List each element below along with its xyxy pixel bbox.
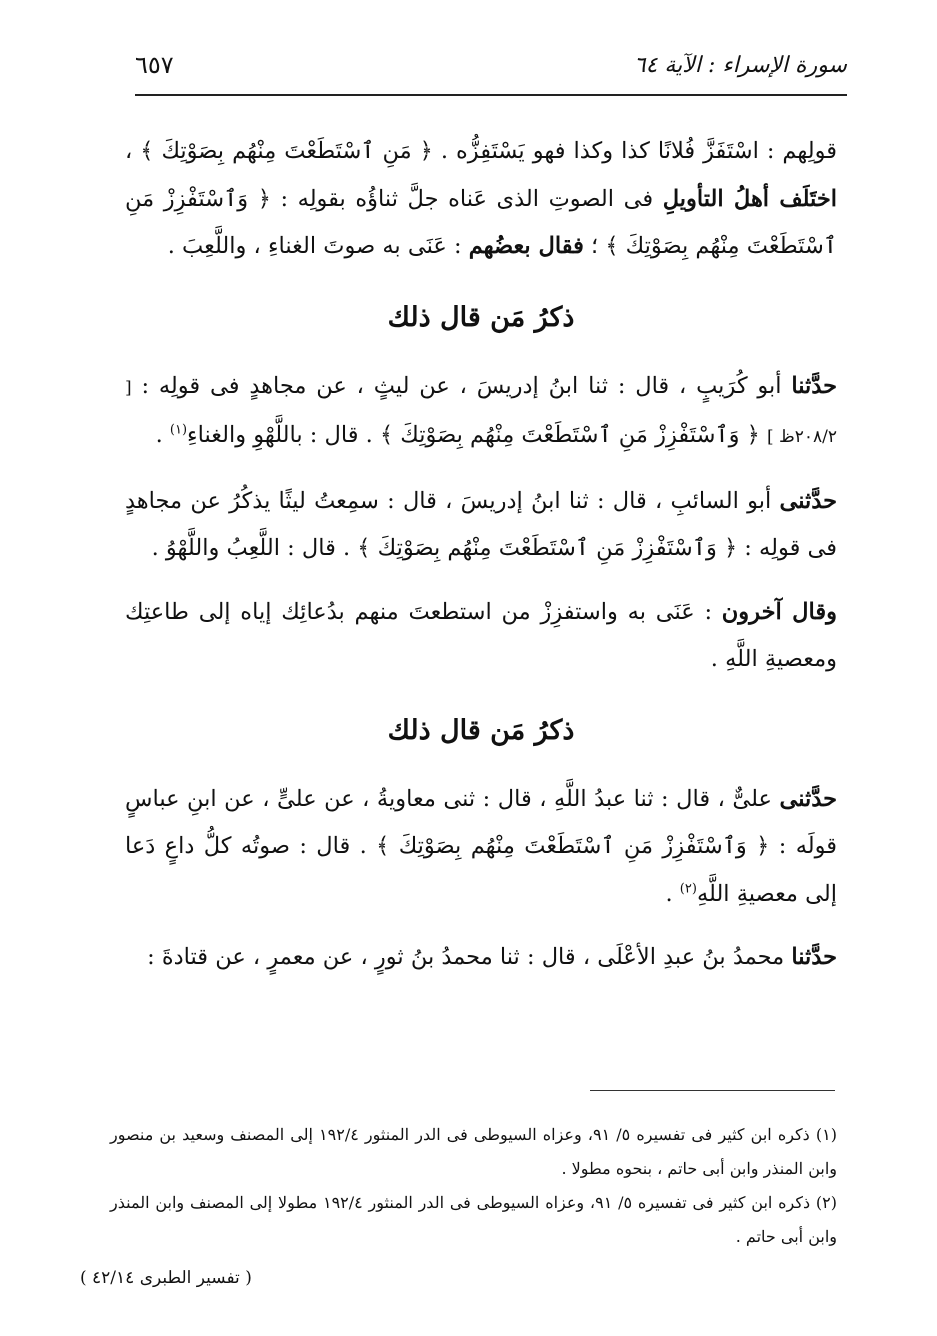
text-segment: أبو السائبِ ، قال : ثنا ابنُ إدريسَ ، قال : سمِعتُ ليثًا يذكُرُ عن مجاهدٍ فى قولِه : xyxy=(125,487,837,561)
footnote-marker: (٢) xyxy=(679,881,697,896)
volume-reference: ( تفسير الطبرى ٤٢/١٤ ) xyxy=(80,1268,252,1288)
main-text xyxy=(125,128,837,982)
quran-quote: ﴿ مَنِ ٱسْتَطَعْتَ مِنْهُم بِصَوْتِكَ ﴾ xyxy=(140,138,433,164)
section-heading: ذكرُ مَن قال ذلك xyxy=(387,301,575,333)
text-segment: . قال : صوتُه كلُّ داعٍ دَعا إلى معصيةِ اللَّهِ xyxy=(125,833,837,907)
section-heading: ذكرُ مَن قال ذلك xyxy=(387,714,575,746)
narration-opener: حدَّثنى xyxy=(779,487,837,514)
header-rule xyxy=(135,94,847,96)
manuscript-reference: [ ٢٠٨/٢ظ ] xyxy=(125,377,837,447)
running-title: سورة الإسراء : الآية ٦٤ xyxy=(633,52,847,78)
text-segment: ، xyxy=(125,138,141,164)
footnote-marker: (١) xyxy=(169,422,188,438)
quran-quote: ﴿ وَٱسْتَفْزِزْ مَنِ ٱسْتَطَعْتَ مِنْهُم بِصَوْتِكَ ﴾ xyxy=(357,535,738,561)
text-segment: . قال : اللَّعِبُ واللَّهْوُ . xyxy=(151,535,358,561)
quran-quote: ﴿ وَٱسْتَفْزِزْ مَنِ ٱسْتَطَعْتَ مِنْهُم بِصَوْتِكَ ﴾ xyxy=(376,833,770,859)
narration-paragraph xyxy=(125,934,837,982)
narration-paragraph xyxy=(125,363,837,462)
bold-phrase: وقال آخرون xyxy=(721,598,838,625)
text-segment: : عَنَى به واستفزِزْ من استطعتَ منهم بدُعائِك إياه إلى طاعتِك ومعصيةِ اللَّهِ . xyxy=(125,598,837,672)
paragraph-intro xyxy=(125,128,837,271)
text-segment: : عَنَى به صوتَ الغناءِ ، واللَّعِبَ . xyxy=(167,233,469,259)
text-segment: ؛ xyxy=(583,233,606,259)
footnote-2: (٢) ذكره ابن كثير فى تفسيره ٥/ ٩١، وعزاه السيوطى فى الدر المنثور ١٩٢/٤ مطولا إلى المصنف وابن المنذر وابن أبى حاتم . xyxy=(110,1193,837,1246)
page-header xyxy=(135,40,847,90)
bold-phrase: اختَلَف أهلُ التأويلِ xyxy=(662,185,838,212)
opinion-paragraph xyxy=(125,589,837,684)
footnote-separator xyxy=(590,1090,835,1091)
text-segment: محمدُ بنُ عبدِ الأعْلَى ، قال : ثنا محمدُ بنُ ثورٍ ، عن معمرٍ ، عن قتادةَ : xyxy=(147,944,792,970)
text-segment: قولِهم : اسْتَفَزَّ فُلانًا كذا وكذا فهو يَسْتَفِزُّه . xyxy=(432,138,837,164)
narration-paragraph xyxy=(125,478,837,573)
footnote-1: (١) ذكره ابن كثير فى تفسيره ٥/ ٩١، وعزاه السيوطى فى الدر المنثور ١٩٢/٤ إلى المصنف وسعيد بن منصور وابن المنذر وابن أبى حاتم ، بنحوه مطولا . xyxy=(110,1125,837,1178)
text-segment: علىٌّ ، قال : ثنا عبدُ اللَّهِ ، قال : ثنى معاويةُ ، عن علىٍّ ، عن ابنِ عباسٍ قولَه : xyxy=(125,785,837,859)
quran-quote: ﴿ وَٱسْتَفْزِزْ مَنِ ٱسْتَطَعْتَ مِنْهُم بِصَوْتِكَ ﴾ xyxy=(372,422,767,448)
quran-quote: ﴿ وَٱسْتَفْزِزْ مَنِ ٱسْتَطَعْتَ مِنْهُم بِصَوْتِكَ ﴾ xyxy=(125,185,837,259)
text-segment: أبو كُرَيبٍ ، قال : ثنا ابنُ إدريسَ ، عن ليثٍ ، عن مجاهدٍ فى قولِه : xyxy=(131,372,792,399)
narration-paragraph xyxy=(125,776,837,919)
narration-opener: حدَّثنى xyxy=(779,785,837,812)
text-segment: . xyxy=(665,880,680,907)
narration-opener: حدَّثنا xyxy=(791,372,837,399)
page-number: ٦٥٧ xyxy=(135,51,174,79)
narration-opener: حدَّثنا xyxy=(791,944,837,970)
text-segment: . قال : باللَّهْوِ والغناءِ xyxy=(187,422,373,448)
text-segment: . xyxy=(155,422,170,448)
bold-phrase: فقال بعضُهم xyxy=(468,233,584,259)
footnotes xyxy=(110,1118,837,1254)
text-segment: فى الصوتِ الذى عَناه جلَّ ثناؤُه بقولِه : xyxy=(270,185,663,212)
